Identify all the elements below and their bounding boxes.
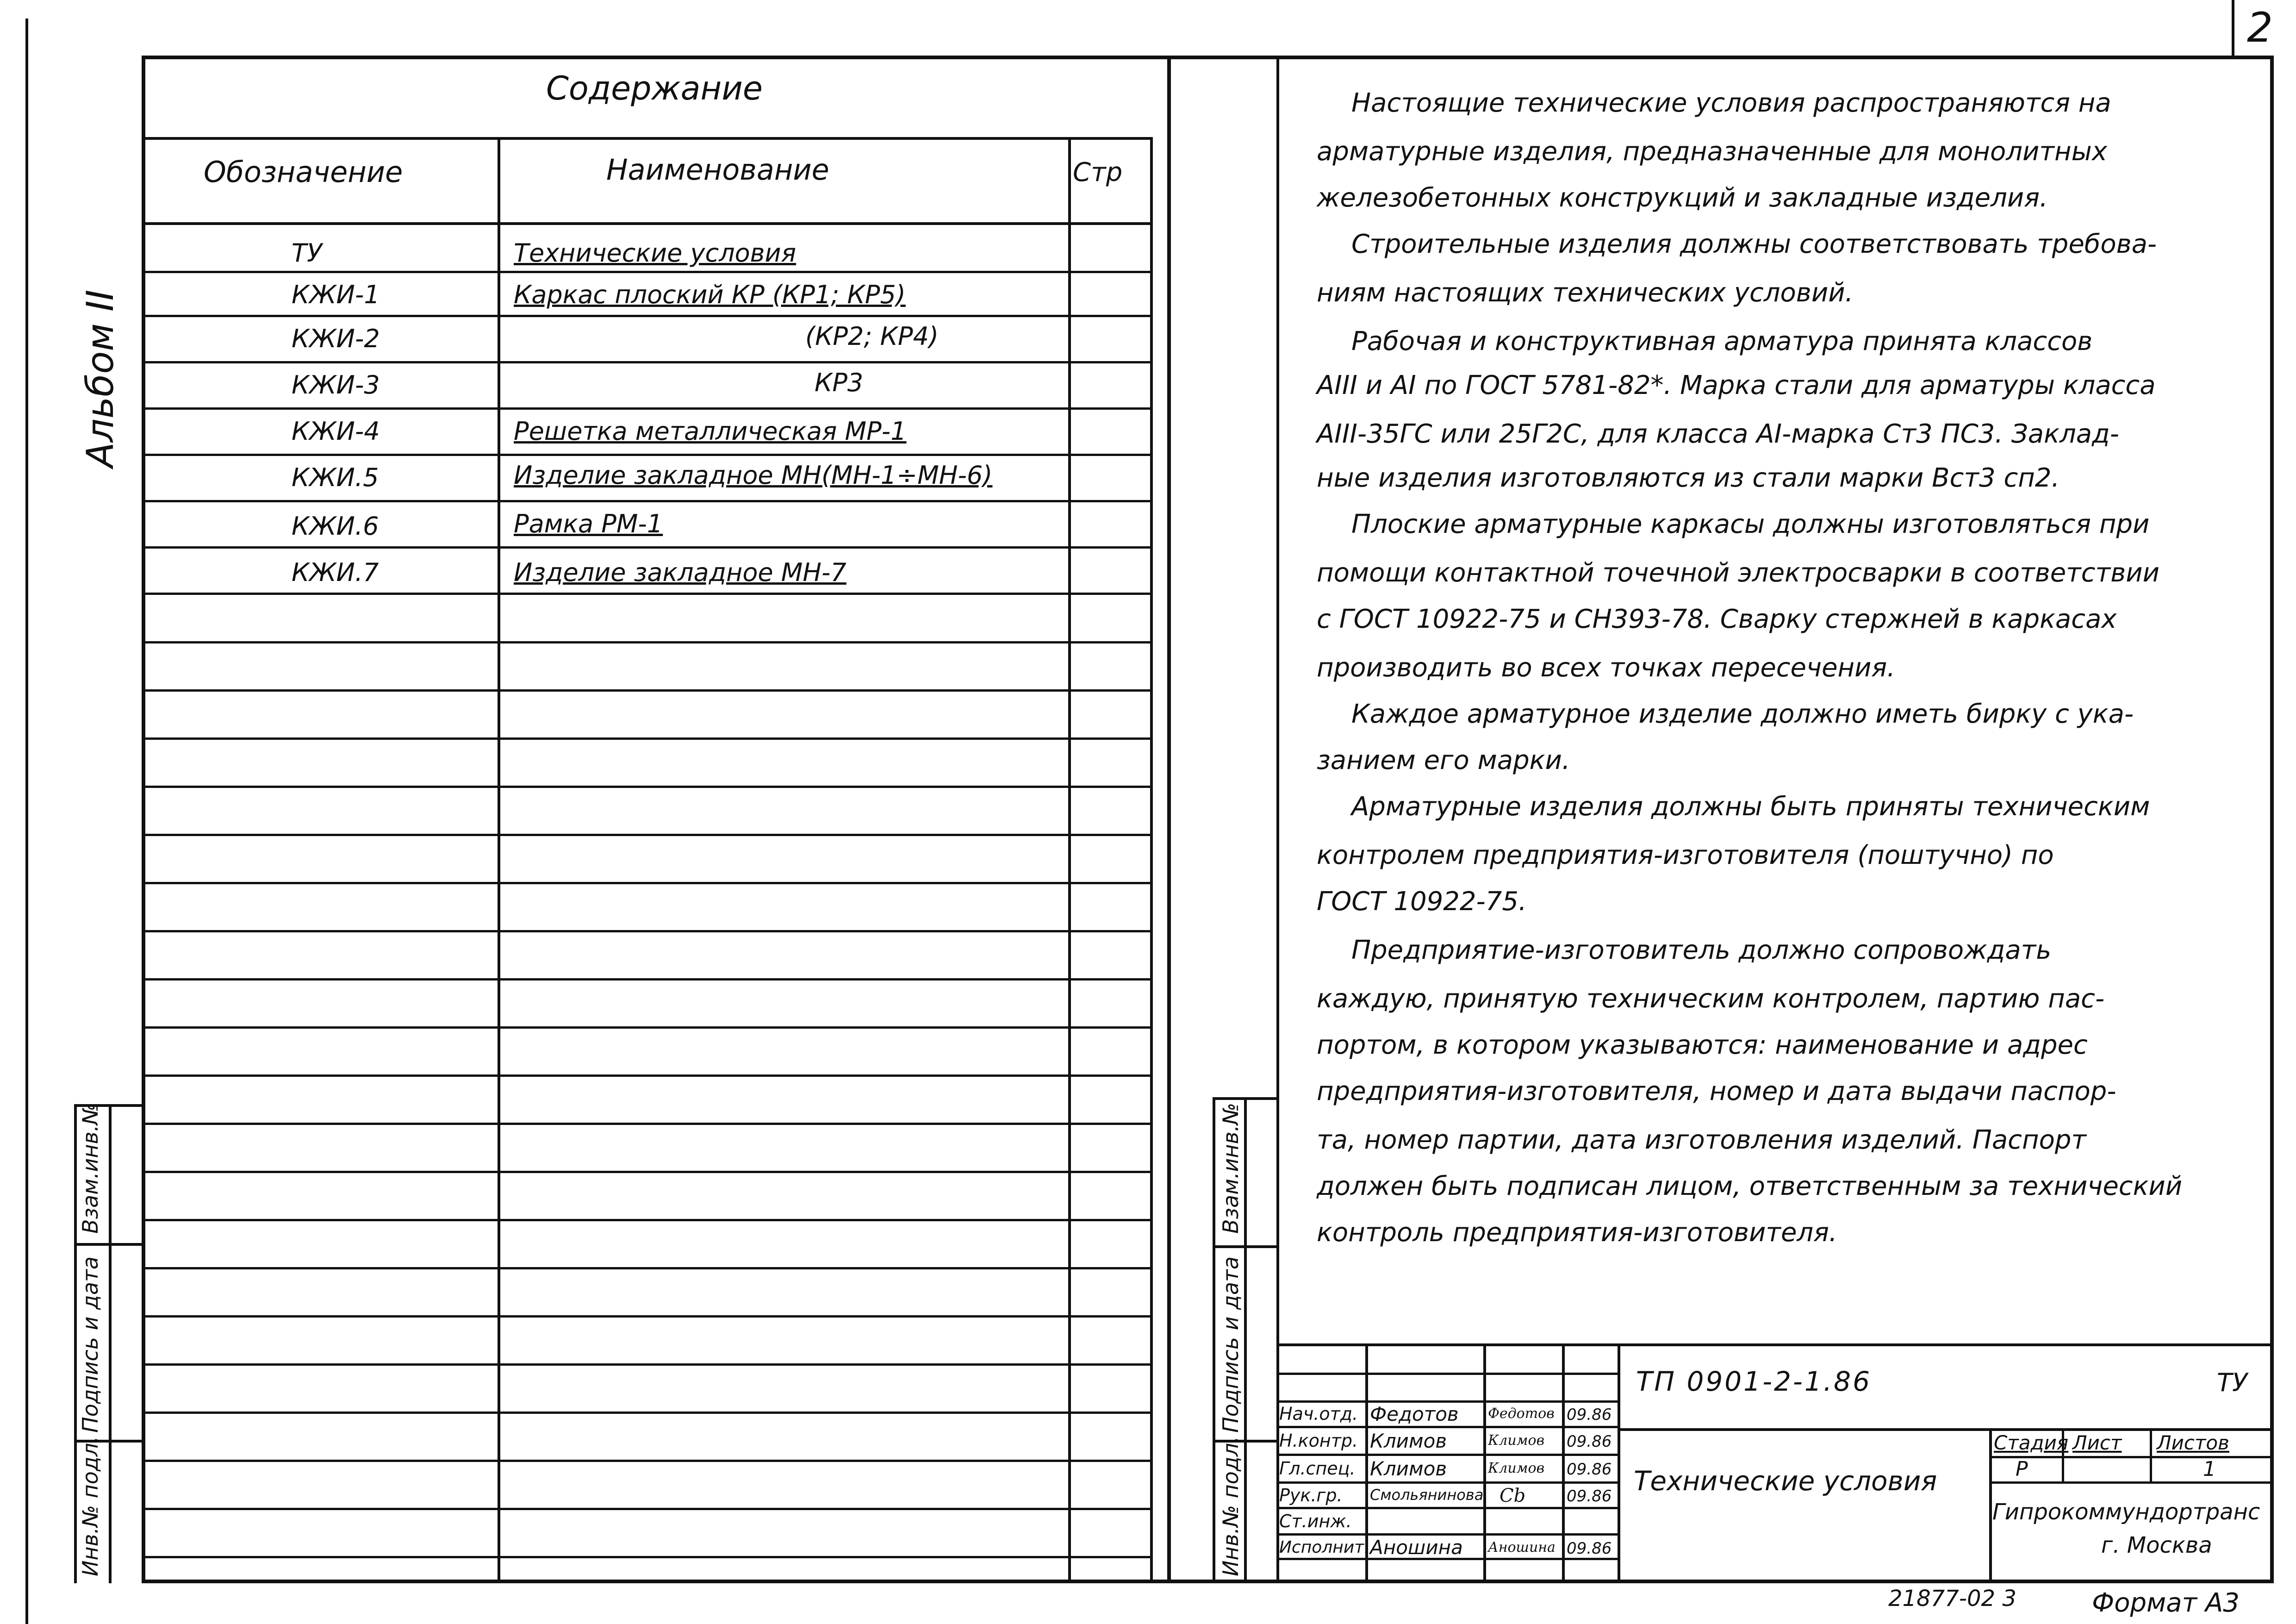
- signer-role: Нач.отд.: [1279, 1404, 1358, 1424]
- row-name: (КР2; КР4): [805, 322, 939, 351]
- col-divider-2: [1068, 139, 1071, 1583]
- text-line: Строительные изделия должны соответствовать требова-: [1351, 229, 2157, 259]
- stamp-vzam: Взам.инв.№: [78, 1102, 103, 1234]
- table-row-line: [142, 882, 1153, 884]
- table-row-line: [142, 1123, 1153, 1125]
- row-code: КЖИ-2: [292, 324, 380, 353]
- signer-name: Климов: [1370, 1430, 1447, 1452]
- contents-right-line: [1150, 139, 1153, 1583]
- signer-date: 09.86: [1567, 1460, 1612, 1479]
- text-line: Настоящие технические условия распространяются на: [1351, 88, 2111, 118]
- table-row-line: [142, 1315, 1153, 1318]
- doc-mark: ТУ: [2217, 1368, 2247, 1397]
- stage-label: Стадия: [1994, 1431, 2069, 1454]
- signer-date: 09.86: [1567, 1405, 1612, 1424]
- table-row-line: [142, 689, 1153, 692]
- stamp-inv: Инв.№ подл.: [1218, 1436, 1243, 1576]
- org-city: г. Москва: [2101, 1532, 2212, 1558]
- text-line: предприятия-изготовителя, номер и дата выдачи паспор-: [1317, 1076, 2116, 1106]
- text-line: занием его марки.: [1317, 745, 1570, 775]
- table-row-line: [142, 1460, 1153, 1462]
- row-name: КР3: [815, 368, 864, 397]
- text-line: с ГОСТ 10922-75 и СН393-78. Сварку стержней в каркасах: [1317, 604, 2117, 634]
- text-line: ниям настоящих технических условий.: [1317, 278, 1854, 308]
- stamp-inv: Инв.№ подл.: [78, 1436, 103, 1576]
- text-line: та, номер партии, дата изготовления изделий. Паспорт: [1317, 1125, 2086, 1155]
- row-name: Изделие закладное МН(МН-1÷МН-6): [514, 461, 993, 490]
- signer-signature: Федотов: [1488, 1405, 1555, 1422]
- org-name: Гипрокоммундортранс: [1992, 1499, 2260, 1525]
- row-name: Технические условия: [514, 238, 796, 268]
- text-line: АIII и АI по ГОСТ 5781-82*. Марка стали для арматуры класса: [1317, 370, 2156, 400]
- table-row-line: [142, 1556, 1153, 1558]
- text-line: портом, в котором указываются: наименование и адрес: [1317, 1030, 2088, 1060]
- table-row-line: [142, 641, 1153, 643]
- table-row-line: [142, 786, 1153, 788]
- text-line: каждую, принятую техническим контролем, партию пас-: [1317, 984, 2105, 1014]
- signer-date: 09.86: [1567, 1539, 1612, 1558]
- header-name: Наименование: [606, 153, 829, 187]
- table-row-line: [142, 1508, 1153, 1510]
- header-page: Стр: [1073, 157, 1123, 187]
- row-name: Решетка металлическая МР-1: [514, 417, 907, 446]
- text-line: ные изделия изготовляются из стали марки Вст3 сп2.: [1317, 463, 2060, 493]
- row-code: КЖИ-1: [292, 280, 380, 309]
- signer-signature: Климов: [1488, 1432, 1545, 1449]
- contents-title: Содержание: [546, 69, 763, 107]
- row-code: ТУ: [292, 238, 322, 268]
- signer-name: Федотов: [1370, 1403, 1459, 1425]
- frame-left-line: [142, 56, 145, 1583]
- row-name: Каркас плоский КР (КР1; КР5): [514, 280, 906, 309]
- table-row-line: [142, 1171, 1153, 1173]
- frame-center-divider: [1167, 56, 1171, 1583]
- table-row-line: [142, 1219, 1153, 1221]
- contents-header-line: [142, 222, 1153, 225]
- stamp-podpis: Подпись и дата: [1218, 1256, 1243, 1433]
- table-row-line: [142, 978, 1153, 981]
- text-line: Рабочая и конструктивная арматура принята классов: [1351, 326, 2093, 356]
- stamp-vzam: Взам.инв.№: [1218, 1102, 1243, 1234]
- album-label: Альбом II: [79, 289, 122, 468]
- signer-signature: Аношина: [1488, 1539, 1556, 1555]
- signer-date: 09.86: [1567, 1432, 1612, 1451]
- sheets-value: 1: [2203, 1457, 2216, 1481]
- text-line: контролем предприятия-изготовителя (поштучно) по: [1317, 840, 2054, 870]
- table-row-line: [142, 1267, 1153, 1269]
- doc-title: Технические условия: [1634, 1465, 1937, 1497]
- table-row-line: [142, 834, 1153, 836]
- signer-role: Исполнит.: [1279, 1538, 1369, 1557]
- contents-title-line: [142, 137, 1153, 140]
- text-line: арматурные изделия, предназначенные для монолитных: [1317, 137, 2107, 167]
- header-designation: Обозначение: [204, 155, 403, 189]
- table-row-line: [142, 315, 1153, 317]
- table-row-line: [142, 1363, 1153, 1366]
- signer-name: Смольяниновa: [1370, 1486, 1484, 1504]
- col-divider-1: [498, 139, 500, 1583]
- stage-value: Р: [2016, 1457, 2028, 1481]
- signer-name: Климов: [1370, 1457, 1447, 1480]
- frame-top-line: [142, 56, 2273, 59]
- frame-left-edge: [25, 19, 28, 1624]
- table-row-line: [142, 593, 1153, 595]
- table-row-line: [142, 930, 1153, 932]
- frame-right-line: [2270, 56, 2274, 1583]
- table-row-line: [142, 1412, 1153, 1414]
- footer-format: Формат А3: [2092, 1588, 2240, 1618]
- row-code: КЖИ.5: [292, 463, 379, 492]
- text-line: Арматурные изделия должны быть приняты техническим: [1351, 792, 2150, 822]
- page-number: 2: [2247, 4, 2273, 51]
- signer-signature: Сb: [1500, 1485, 1526, 1506]
- page-number-box-left: [2232, 0, 2234, 56]
- text-line: Плоские арматурные каркасы должны изготовляться при: [1351, 509, 2150, 539]
- text-line: Предприятие-изготовитель должно сопровождать: [1351, 935, 2052, 965]
- text-line: ГОСТ 10922-75.: [1317, 887, 1527, 917]
- frame-center-divider-2: [1276, 56, 1279, 1583]
- text-line: железобетонных конструкций и закладные изделия.: [1317, 183, 2048, 213]
- table-row-line: [142, 1074, 1153, 1077]
- text-line: производить во всех точках пересечения.: [1317, 653, 1896, 683]
- table-row-line: [142, 737, 1153, 740]
- table-row-line: [142, 1026, 1153, 1029]
- row-code: КЖИ.7: [292, 558, 379, 587]
- table-row-line: [142, 500, 1153, 502]
- signer-role: Ст.инж.: [1279, 1511, 1352, 1531]
- frame-bottom-line: [142, 1580, 2273, 1583]
- table-row-line: [142, 407, 1153, 410]
- row-code: КЖИ-4: [292, 417, 380, 446]
- table-row-line: [142, 271, 1153, 273]
- row-code: КЖИ-3: [292, 370, 380, 400]
- text-line: Каждое арматурное изделие должно иметь бирку с ука-: [1351, 699, 2134, 729]
- signer-role: Рук.гр.: [1279, 1485, 1343, 1505]
- table-row-line: [142, 546, 1153, 549]
- doc-code: ТП 0901-2-1.86: [1636, 1366, 1872, 1397]
- sheet-label: Лист: [2072, 1431, 2122, 1454]
- table-row-line: [142, 454, 1153, 456]
- signer-name: Аношина: [1370, 1536, 1463, 1559]
- text-line: должен быть подписан лицом, ответственным за технический: [1317, 1171, 2183, 1201]
- footer-number: 21877-02 3: [1888, 1586, 2016, 1612]
- signer-date: 09.86: [1567, 1487, 1612, 1505]
- sheets-label: Листов: [2157, 1431, 2229, 1454]
- text-line: контроль предприятия-изготовителя.: [1317, 1218, 1837, 1248]
- row-name: Изделие закладное МН-7: [514, 558, 846, 587]
- stamp-podpis: Подпись и дата: [78, 1256, 103, 1433]
- table-row-line: [142, 361, 1153, 363]
- row-name: Рамка РМ-1: [514, 509, 663, 538]
- row-code: КЖИ.6: [292, 512, 379, 541]
- signer-signature: Климов: [1488, 1460, 1545, 1476]
- text-line: АIII-35ГС или 25Г2С, для класса АI-марка Ст3 ПС3. Заклад-: [1317, 419, 2119, 449]
- text-line: помощи контактной точечной электросварки в соответствии: [1317, 558, 2159, 588]
- signer-role: Н.контр.: [1279, 1430, 1358, 1451]
- signer-role: Гл.спец.: [1279, 1458, 1356, 1479]
